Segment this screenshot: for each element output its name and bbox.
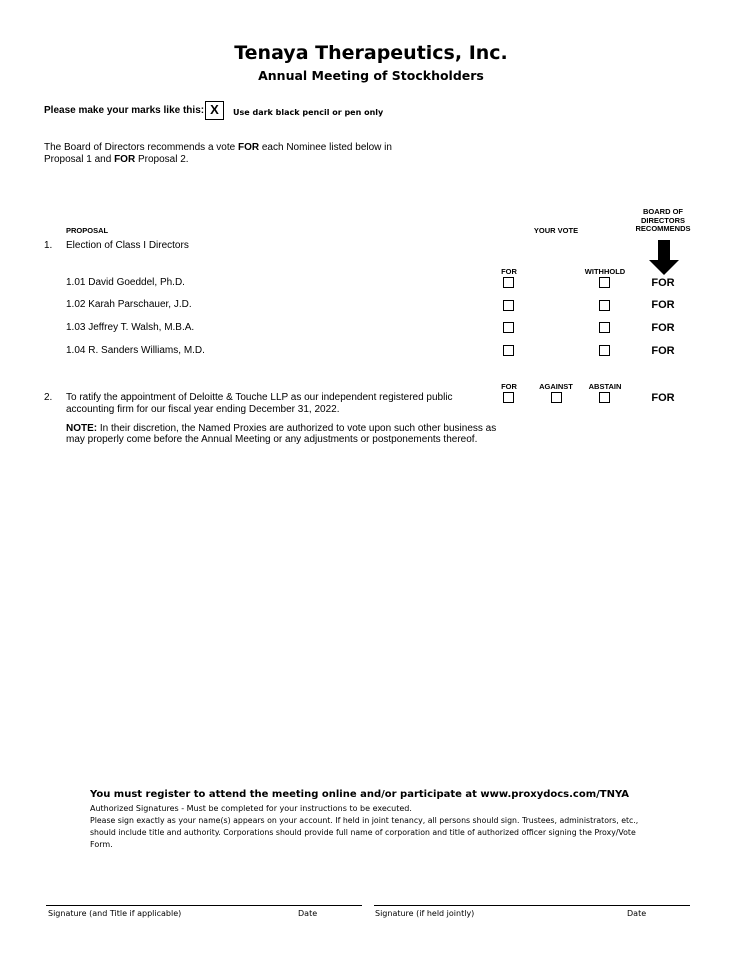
- signature-label-2: Signature (if held jointly): [375, 909, 475, 918]
- footer-line-4: Form.: [90, 840, 113, 849]
- nominee-2-for-checkbox[interactable]: [503, 300, 514, 311]
- nominee-2-withhold-checkbox[interactable]: [599, 300, 610, 311]
- recommendation-for: FOR: [114, 154, 136, 165]
- nominee-4-for-checkbox[interactable]: [503, 345, 514, 356]
- nominee-1-recommendation: FOR: [651, 277, 675, 289]
- board-line: DIRECTORS: [640, 215, 686, 225]
- proposal-1-number: 1.: [44, 240, 53, 251]
- date-label-2: Date: [627, 909, 647, 918]
- company-title: Tenaya Therapeutics, Inc.: [234, 42, 508, 64]
- column-proposal: PROPOSAL: [66, 226, 109, 235]
- board-line: BOARD OF: [643, 207, 683, 216]
- signature-label-1: Signature (and Title if applicable): [48, 909, 182, 918]
- proposal-2-text-line-1: To ratify the appointment of Deloitte & Touche LLP as our independent registered public: [66, 392, 453, 403]
- signature-line-2[interactable]: [374, 905, 690, 906]
- proposal-2-text-line-2: accounting firm for our fiscal year ending December 31, 2022.: [66, 404, 340, 415]
- nominee-1-for-checkbox[interactable]: [503, 277, 514, 288]
- marks-prompt: Please make your marks like this:: [44, 105, 205, 116]
- note-text: In their discretion, the Named Proxies are authorized to vote upon such other business as: [97, 423, 497, 434]
- nominee-2-recommendation: FOR: [651, 299, 675, 311]
- column-board-recommends: [633, 208, 693, 234]
- proposal-2-for-checkbox[interactable]: [503, 392, 514, 403]
- nominee-4-recommendation: FOR: [651, 345, 675, 357]
- nominee-1-name: 1.01 David Goeddel, Ph.D.: [66, 277, 185, 288]
- nominee-3-for-checkbox[interactable]: [503, 322, 514, 333]
- recommend-arrow-icon: [648, 240, 680, 276]
- meeting-subtitle: Annual Meeting of Stockholders: [258, 68, 484, 83]
- note-line-2: may properly come before the Annual Meeting or any adjustments or postponements thereof.: [66, 434, 478, 445]
- signature-line-1[interactable]: [46, 905, 362, 906]
- proposal-2-recommendation: FOR: [651, 392, 675, 404]
- recommendation-text: Proposal 1 and: [44, 154, 115, 165]
- footer-line-2: Please sign exactly as your name(s) appears on your account. If held in joint tenancy, all persons should sign. Trustees, administrators, etc.,: [90, 816, 639, 825]
- nominee-4-withhold-checkbox[interactable]: [599, 345, 610, 356]
- register-notice: You must register to attend the meeting online and/or participate at www.proxydocs.com/TNYA: [90, 789, 630, 800]
- recommendation-text: The Board of Directors recommends a vote: [44, 142, 238, 153]
- proposal-2-against-label: AGAINST: [539, 382, 573, 391]
- nominee-3-withhold-checkbox[interactable]: [599, 322, 610, 333]
- nominee-3-recommendation: FOR: [651, 322, 675, 334]
- recommendation-text: Proposal 2.: [135, 154, 189, 165]
- footer-line-3: should include title and authority. Corporations should provide full name of corporation and title of authorized officer signing the Proxy/Vote: [90, 828, 636, 837]
- recommendation-for: FOR: [237, 142, 260, 153]
- recommendation-text: each Nominee listed below in: [259, 142, 392, 153]
- nominee-1-withhold-checkbox[interactable]: [599, 277, 610, 288]
- marks-instruction: Use dark black pencil or pen only: [233, 108, 384, 117]
- proposal-2-abstain-checkbox[interactable]: [599, 392, 610, 403]
- proposal-2-for-label: FOR: [501, 382, 517, 391]
- date-label-1: Date: [298, 909, 318, 918]
- nominee-2-name: 1.02 Karah Parschauer, J.D.: [66, 299, 192, 310]
- board-line: RECOMMENDS: [635, 224, 691, 233]
- nominee-3-name: 1.03 Jeffrey T. Walsh, M.B.A.: [66, 322, 195, 333]
- sample-mark: X: [210, 102, 219, 117]
- proposal-1-withhold-label: WITHHOLD: [584, 267, 626, 276]
- recommendation-line-2: [44, 154, 189, 166]
- proposal-1-title: Election of Class I Directors: [66, 240, 189, 251]
- recommendation-line-1: [44, 142, 392, 154]
- footer-line-1: Authorized Signatures - Must be completed for your instructions to be executed.: [90, 804, 412, 813]
- proposal-2-number: 2.: [44, 392, 53, 403]
- note-label: NOTE:: [66, 423, 98, 434]
- proposal-2-abstain-label: ABSTAIN: [588, 382, 622, 391]
- column-your-vote: YOUR VOTE: [533, 226, 579, 235]
- proposal-2-against-checkbox[interactable]: [551, 392, 562, 403]
- sample-mark-box: [205, 101, 224, 120]
- proposal-1-for-label: FOR: [501, 267, 517, 276]
- nominee-4-name: 1.04 R. Sanders Williams, M.D.: [66, 345, 205, 356]
